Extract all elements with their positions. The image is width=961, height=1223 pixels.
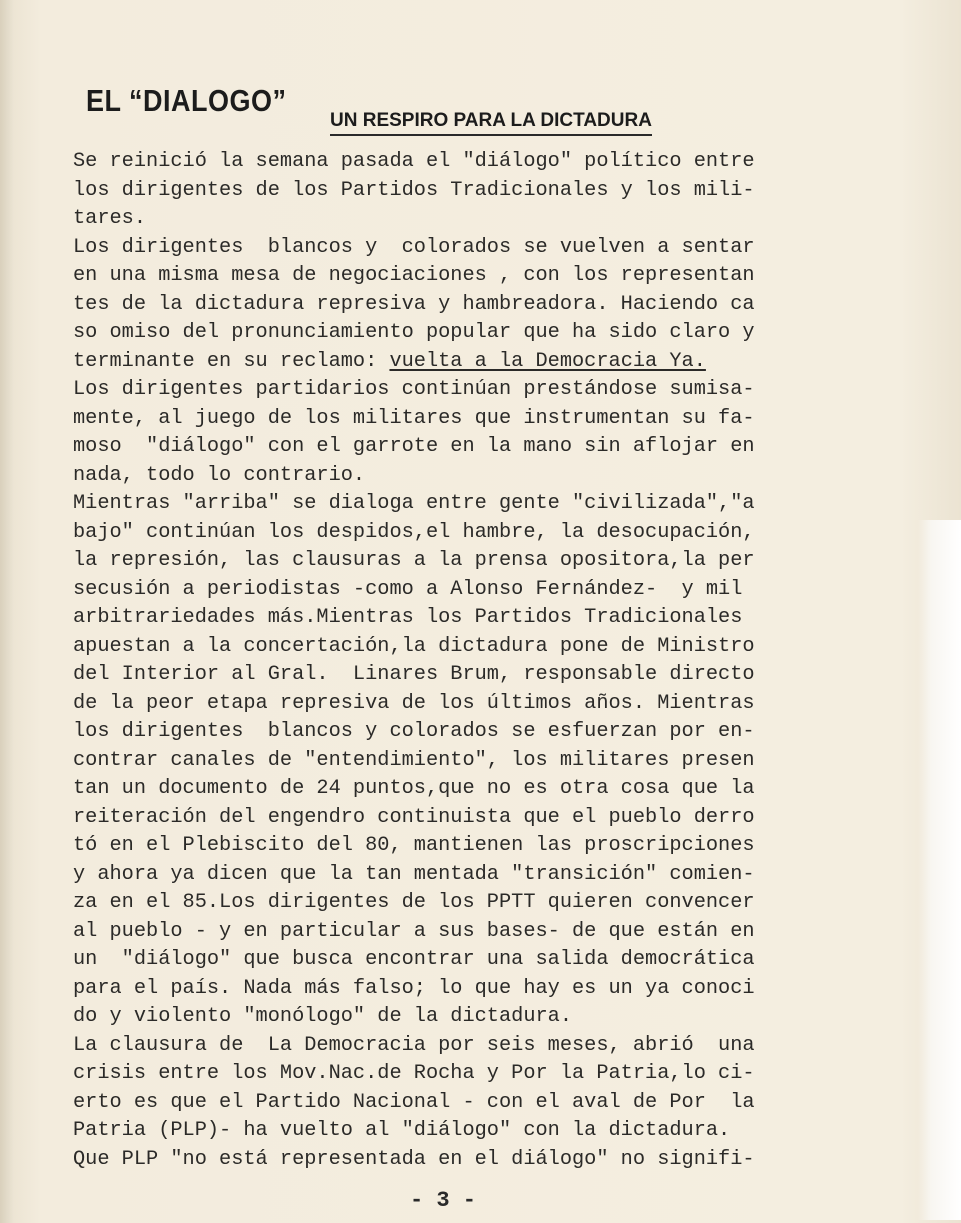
body-line: tó en el Plebiscito del 80, mantienen las proscripciones (73, 834, 755, 857)
body-line: crisis entre los Mov.Nac.de Rocha y Por la Patria,lo ci- (73, 1062, 755, 1085)
body-line: tes de la dictadura represiva y hambreadora. Haciendo ca (73, 292, 755, 316)
body-line: nada, todo lo contrario. (73, 463, 366, 487)
body-line: apuestan a la concertación,la dictadura pone de Ministro (73, 634, 755, 658)
body-line: Que PLP "no está representada en el diálogo" no signifi- (73, 1147, 755, 1171)
body-line-with-emphasis (73, 348, 903, 377)
page-fold-highlight (918, 520, 961, 1220)
page-binding-edge (0, 0, 14, 1223)
article-subtitle: UN RESPIRO PARA LA DICTADURA (330, 110, 652, 136)
body-line: Los dirigentes partidarios continúan prestándose sumisa- (73, 378, 755, 401)
body-line: contrar canales de "entendimiento", los militares presen (73, 748, 755, 772)
body-line: tares. (73, 207, 147, 230)
body-line: arbitrariedades más.Mientras los Partidos Tradicionales (73, 606, 743, 629)
body-line: Los dirigentes blancos y colorados se vuelven a sentar (73, 235, 755, 259)
body-line: La clausura de La Democracia por seis meses, abrió una (73, 1033, 755, 1057)
article-title: EL “DIALOGO” (86, 84, 287, 118)
body-line: mente, al juego de los militares que instrumentan su fa- (73, 406, 755, 430)
page-number: - 3 - (409, 1188, 476, 1213)
body-line: los dirigentes de los Partidos Tradicionales y los mili- (73, 178, 755, 202)
article-body (73, 148, 903, 1174)
body-line: reiteración del engendro continuista que el pueblo derro (73, 805, 755, 829)
body-line: Patria (PLP)- ha vuelto al "diálogo" con la dictadura. (73, 1119, 731, 1142)
body-line: moso "diálogo" con el garrote en la mano sin aflojar en (73, 435, 755, 458)
body-line: Mientras "arriba" se dialoga entre gente "civilizada","a (73, 492, 755, 515)
body-line: bajo" continúan los despidos,el hambre, la desocupación, (73, 520, 755, 544)
body-line: so omiso del pronunciamiento popular que ha sido claro y (73, 321, 755, 344)
body-line: la represión, las clausuras a la prensa opositora,la per (73, 549, 755, 572)
body-line: del Interior al Gral. Linares Brum, responsable directo (73, 663, 755, 686)
body-line: za en el 85.Los dirigentes de los PPTT quieren convencer (73, 891, 755, 914)
body-line: erto es que el Partido Nacional - con el aval de Por la (73, 1090, 755, 1114)
body-line: secusión a periodistas -como a Alonso Fernández- y mil (73, 577, 743, 601)
body-line: tan un documento de 24 puntos,que no es otra cosa que la (73, 777, 755, 800)
body-line: los dirigentes blancos y colorados se esfuerzan por en- (73, 720, 755, 743)
underlined-phrase: vuelta a la Democracia Ya. (389, 349, 706, 373)
body-line: terminante en su reclamo: (73, 349, 390, 373)
body-line: al pueblo - y en particular a sus bases- de que están en (73, 919, 755, 943)
body-line: en una misma mesa de negociaciones , con los representan (73, 264, 755, 287)
body-line: y ahora ya dicen que la tan mentada "transición" comien- (73, 862, 755, 886)
body-line: un "diálogo" que busca encontrar una salida democrática (73, 948, 755, 971)
body-line: do y violento "monólogo" de la dictadura. (73, 1005, 572, 1028)
body-line: de la peor etapa represiva de los últimos años. Mientras (73, 691, 755, 715)
body-line: Se reinició la semana pasada el "diálogo" político entre (73, 150, 755, 173)
body-line: para el país. Nada más falso; lo que hay es un ya conoci (73, 976, 755, 1000)
